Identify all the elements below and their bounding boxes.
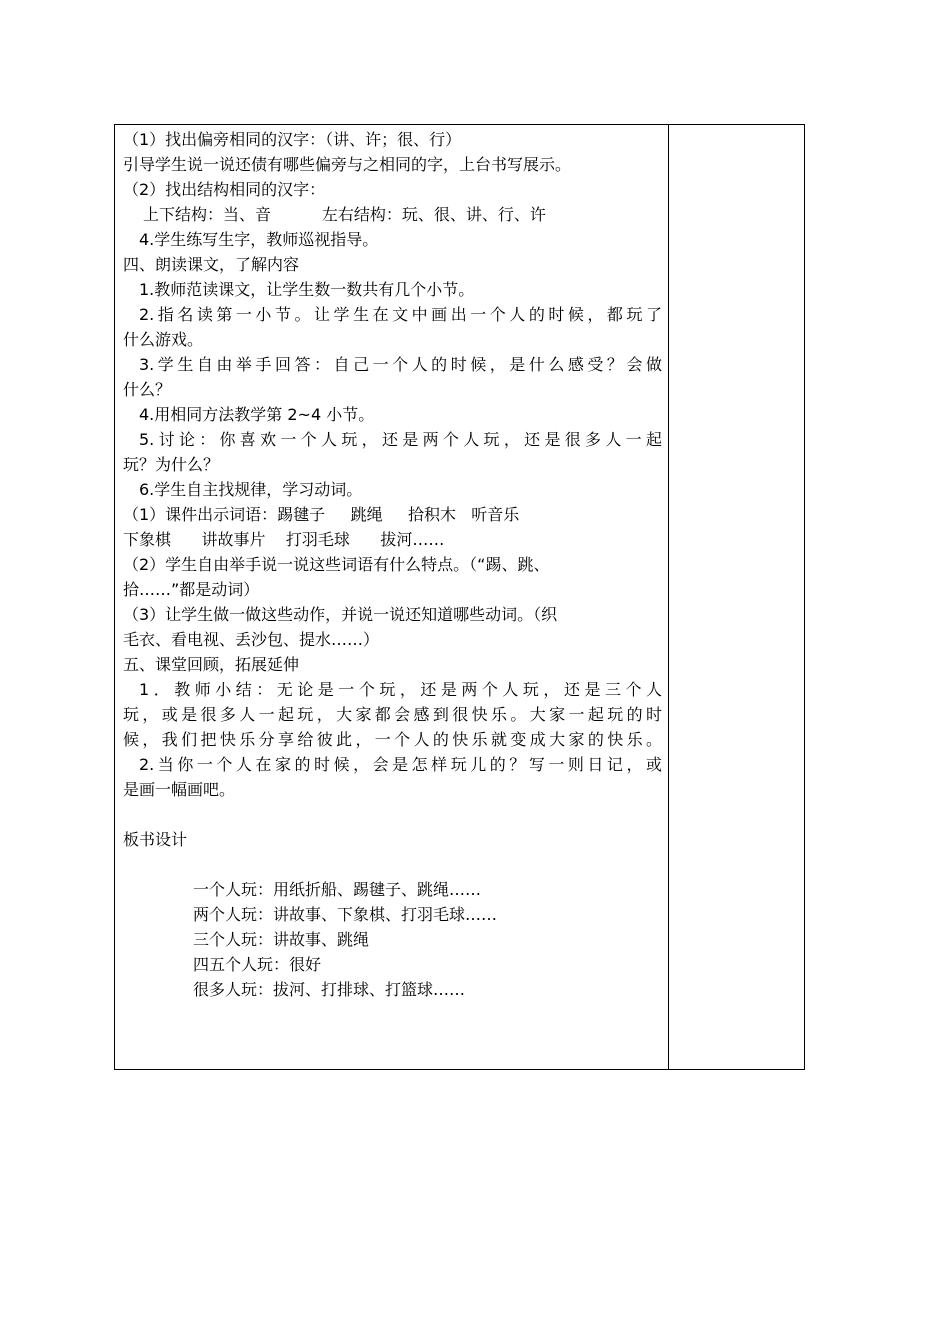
board-line: 一个人玩：用纸折船、踢毽子、跳绳…… [193, 880, 482, 899]
text-line: 玩？为什么？ [123, 455, 220, 474]
text-line: 4.用相同方法教学第 2~4 小节。 [139, 405, 375, 424]
text-line: 候，我们把快乐分享给彼此，一个人的快乐就变成大家的快乐。 [123, 730, 662, 749]
board-line: 四五个人玩：很好 [193, 955, 322, 974]
text-line: 4.学生练写生字，教师巡视指导。 [139, 230, 379, 249]
text-line: 6.学生自主找规律，学习动词。 [139, 480, 363, 499]
text-line: （1）课件出示词语：踢毽子 跳绳 拾积木 听音乐 [123, 505, 520, 524]
board-line: 两个人玩：讲故事、下象棋、打羽毛球…… [193, 905, 498, 924]
text-line: 毛衣、看电视、丢沙包、提水……） [123, 630, 380, 649]
text-line: 什么？ [123, 380, 172, 399]
text-line: 是画一幅画吧。 [123, 780, 236, 799]
lesson-table [114, 124, 805, 1070]
text-line: 上下结构：当、音 左右结构：玩、很、讲、行、许 [143, 205, 546, 224]
section-heading: 四、朗读课文，了解内容 [123, 255, 300, 274]
text-line: 下象棋 讲故事片 打羽毛球 拔河…… [123, 530, 445, 549]
text-line: 拾……”都是动词） [123, 580, 260, 599]
section-heading: 五、课堂回顾，拓展延伸 [123, 655, 300, 674]
text-line: 2.当你一个人在家的时候，会是怎样玩儿的？写一则日记，或 [139, 755, 662, 774]
board-line: 三个人玩：讲故事、跳绳 [193, 930, 370, 949]
text-line: 2.指名读第一小节。让学生在文中画出一个人的时候，都玩了 [139, 305, 662, 324]
text-line: 引导学生说一说还债有哪些偏旁与之相同的字，上台书写展示。 [123, 155, 572, 174]
text-line: 1.教师范读课文，让学生数一数共有几个小节。 [139, 280, 475, 299]
notes-cell [669, 125, 804, 1069]
text-line: （2）找出结构相同的汉字： [123, 180, 326, 199]
text-line: 什么游戏。 [123, 330, 204, 349]
lesson-content-cell [115, 125, 669, 1069]
board-line: 很多人玩：拔河、打排球、打篮球…… [193, 980, 466, 999]
text-line: 玩，或是很多人一起玩，大家都会感到很快乐。大家一起玩的时 [123, 705, 662, 724]
board-title: 板书设计 [123, 830, 188, 849]
text-line: 3.学生自由举手回答：自己一个人的时候，是什么感受？会做 [139, 355, 662, 374]
text-line: （2）学生自由举手说一说这些词语有什么特点。（“踢、跳、 [123, 555, 550, 574]
text-line: （1）找出偏旁相同的汉字：（讲、许；很、行） [123, 130, 462, 149]
text-line: （3）让学生做一做这些动作，并说一说还知道哪些动词。（织 [123, 605, 558, 624]
text-line: 5.讨论：你喜欢一个人玩，还是两个人玩，还是很多人一起 [139, 430, 662, 449]
spacer [123, 802, 662, 827]
spacer [123, 852, 662, 877]
text-line: 1．教师小结：无论是一个玩，还是两个人玩，还是三个人 [139, 680, 662, 699]
